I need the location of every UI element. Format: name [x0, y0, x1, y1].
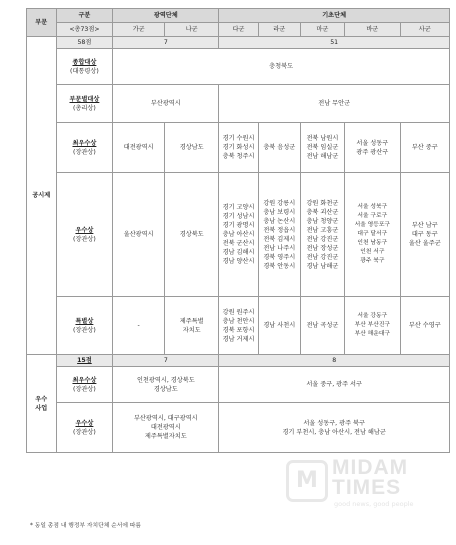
- public-merit-label: [56, 173, 113, 297]
- list-item: 부산 해운대구: [354, 331, 391, 337]
- list-item: 서울 성동구, 광주 북구: [303, 419, 365, 427]
- list-item: 인천 서구: [360, 249, 385, 255]
- list-item: 전남 해남군: [306, 153, 339, 160]
- excellent-best-label: [56, 367, 113, 403]
- list-item: 전북 김제시: [263, 235, 296, 243]
- public-special-sa: [400, 297, 449, 355]
- list-item: 경기 고양시: [222, 204, 255, 211]
- header-section: 부문: [27, 9, 57, 37]
- list-item: 부산 중구: [411, 144, 438, 151]
- list-item: 전북 군산시: [222, 240, 255, 247]
- award-rank: (장관상): [73, 326, 96, 334]
- list-item: 경북 영주시: [263, 253, 296, 261]
- public-points: 58점: [56, 37, 113, 49]
- list-item: 경기 수원시: [222, 135, 255, 142]
- header-group-da: 다군: [219, 23, 258, 37]
- excellent-basic-count: 8: [219, 355, 450, 367]
- excellent-points: 15점: [56, 355, 113, 367]
- list-item: 전남 나주시: [263, 244, 296, 252]
- award-title: 우수상: [75, 226, 94, 234]
- list-item: 강원 강릉시: [263, 199, 296, 207]
- public-merit-sa: [400, 173, 449, 297]
- list-item: 충북 괴산군: [306, 208, 339, 216]
- public-merit-ba: [345, 173, 400, 297]
- section-public: 공시제: [27, 37, 57, 355]
- award-title: 최우수상: [72, 139, 97, 147]
- award-rank: (장관상): [73, 235, 96, 243]
- list-item: 경상남도: [153, 385, 178, 393]
- list-item: 부산 수영구: [408, 322, 441, 329]
- public-best-da: [219, 123, 258, 173]
- public-special-label: [56, 297, 113, 355]
- header-group-ba: 바군: [345, 23, 400, 37]
- list-item: 전남 곡성군: [306, 322, 339, 329]
- excellent-best-metro: [113, 367, 219, 403]
- header-total-points: <총73점>: [56, 23, 113, 37]
- list-item: 제주특별: [179, 317, 204, 325]
- list-item: 전남 강진군: [306, 253, 339, 261]
- list-item: 서울 성북구: [357, 204, 388, 210]
- list-item: 자치도: [182, 326, 201, 334]
- list-item: 서울 구로구: [357, 213, 388, 219]
- list-item: 대전광역시: [150, 424, 181, 431]
- list-item: 경남 양산시: [222, 258, 255, 265]
- public-field-basic: 전남 무안군: [219, 85, 450, 123]
- list-item: 대전광역시: [123, 144, 154, 151]
- public-metro-count: 7: [113, 37, 219, 49]
- excellent-merit-label: [56, 403, 113, 453]
- list-item: 강원 원주시: [222, 308, 255, 316]
- award-rank: (대통령상): [70, 67, 99, 75]
- public-special-ma: [300, 297, 344, 355]
- public-best-ma: [300, 123, 344, 173]
- award-title: 종합대상: [72, 58, 97, 66]
- public-special-da: [219, 297, 258, 355]
- list-item: 강원 화천군: [306, 199, 339, 207]
- award-title: 최우수상: [72, 376, 97, 384]
- public-merit-na: [165, 173, 219, 297]
- list-item: 인천광역시, 경상북도: [136, 376, 195, 384]
- list-item: 경남 남해군: [306, 262, 339, 270]
- header-group-ma: 마군: [300, 23, 344, 37]
- excellent-metro-count: 7: [113, 355, 219, 367]
- header-basic: 기초단체: [219, 9, 450, 23]
- public-merit-ma: [300, 173, 344, 297]
- list-item: 경상북도: [179, 231, 204, 238]
- list-item: 경기 광명시: [222, 222, 255, 229]
- list-item: 서울 성동구: [356, 139, 389, 147]
- list-item: 서울 강동구: [357, 313, 388, 319]
- award-title: 우수상: [75, 419, 94, 427]
- award-rank: (장관상): [73, 385, 96, 393]
- award-rank: (장관상): [73, 148, 96, 156]
- list-item: 부산 남구: [411, 222, 438, 229]
- list-item: 부산 부산진구: [354, 322, 391, 328]
- header-group-ra: 라군: [258, 23, 300, 37]
- list-item: 전남 장성군: [306, 244, 339, 252]
- public-best-label: [56, 123, 113, 173]
- list-item: 경북 안동시: [263, 262, 296, 270]
- list-item: 광주 북구: [360, 258, 385, 264]
- public-merit-ga: [113, 173, 165, 297]
- public-merit-ra: [258, 173, 300, 297]
- list-item: 경남 거제시: [222, 335, 255, 343]
- list-item: 서울 영등포구: [354, 222, 391, 228]
- public-merit-da: [219, 173, 258, 297]
- award-rank: (총리상): [73, 104, 96, 112]
- public-field-metro: 부산광역시: [113, 85, 219, 123]
- list-item: 경기 화성시: [222, 144, 255, 151]
- public-grand-label: [56, 49, 113, 85]
- list-item: 경기 성남시: [222, 213, 255, 220]
- public-best-ga: [113, 123, 165, 173]
- excellent-merit-basic: [219, 403, 450, 453]
- public-special-ga: [113, 297, 165, 355]
- public-best-na: [165, 123, 219, 173]
- list-item: 충남 보령시: [263, 208, 296, 216]
- section-excellent: 우수 사업: [27, 355, 57, 453]
- excellent-best-basic: [219, 367, 450, 403]
- list-item: 울산 울주군: [408, 240, 441, 247]
- awards-table: [26, 8, 450, 453]
- watermark-logo: [286, 454, 454, 524]
- list-item: 충북 청주시: [222, 153, 255, 160]
- public-special-ba: [345, 297, 400, 355]
- list-item: 제주특별자치도: [144, 433, 187, 440]
- list-item: 부산광역시, 대구광역시: [133, 415, 198, 422]
- list-item: 전북 정읍시: [263, 226, 296, 234]
- header-category: 구분: [56, 9, 113, 23]
- list-item: 충남 청양군: [306, 217, 339, 225]
- list-item: 대구 동구: [411, 231, 438, 238]
- award-title: 부문별대상: [69, 95, 100, 103]
- public-field-label: [56, 85, 113, 123]
- list-item: 충남 아산시: [222, 231, 255, 238]
- award-rank: (장관상): [73, 428, 96, 436]
- public-special-ra: [258, 297, 300, 355]
- public-basic-count: 51: [219, 37, 450, 49]
- watermark-name: MIDAM TIMES: [332, 456, 409, 499]
- header-group-sa: 사군: [400, 23, 449, 37]
- list-item: 전북 남원시: [306, 135, 339, 142]
- list-item: 서울 중구, 광주 서구: [306, 381, 362, 388]
- list-item: 충남 논산시: [263, 217, 296, 225]
- public-grand-winner: 충청북도: [113, 49, 450, 85]
- watermark-tagline: good news, good people: [334, 500, 414, 508]
- list-item: 전남 강진군: [306, 235, 339, 243]
- public-special-na: [165, 297, 219, 355]
- list-item: 전남 고흥군: [306, 226, 339, 234]
- excellent-merit-metro: [113, 403, 219, 453]
- public-best-ba: [345, 123, 400, 173]
- list-item: 광주 광산구: [356, 148, 389, 156]
- list-item: 대구 달서구: [357, 231, 388, 237]
- public-best-sa: [400, 123, 449, 173]
- list-item: 전북 임실군: [306, 144, 339, 151]
- list-item: 충북 음성군: [263, 144, 296, 151]
- list-item: -: [137, 322, 140, 329]
- footnote: * 동일 총점 내 행정부 자치단체 순서에 따름: [30, 523, 141, 529]
- public-best-ra: [258, 123, 300, 173]
- award-title: 특별상: [75, 317, 94, 325]
- list-item: 경남 김해시: [222, 249, 255, 256]
- list-item: 경상남도: [179, 144, 204, 151]
- list-item: 경기 부천시, 충남 아산시, 전남 해남군: [282, 428, 386, 436]
- list-item: 경남 사천시: [263, 322, 296, 329]
- list-item: 충남 천안시: [222, 317, 255, 325]
- header-metro: 광역단체: [113, 9, 219, 23]
- list-item: 경북 포항시: [222, 326, 255, 334]
- list-item: 울산광역시: [123, 231, 154, 238]
- watermark-mark: M: [286, 460, 328, 502]
- list-item: 인천 남동구: [357, 240, 388, 246]
- header-group-ga: 가군: [113, 23, 165, 37]
- header-group-na: 나군: [165, 23, 219, 37]
